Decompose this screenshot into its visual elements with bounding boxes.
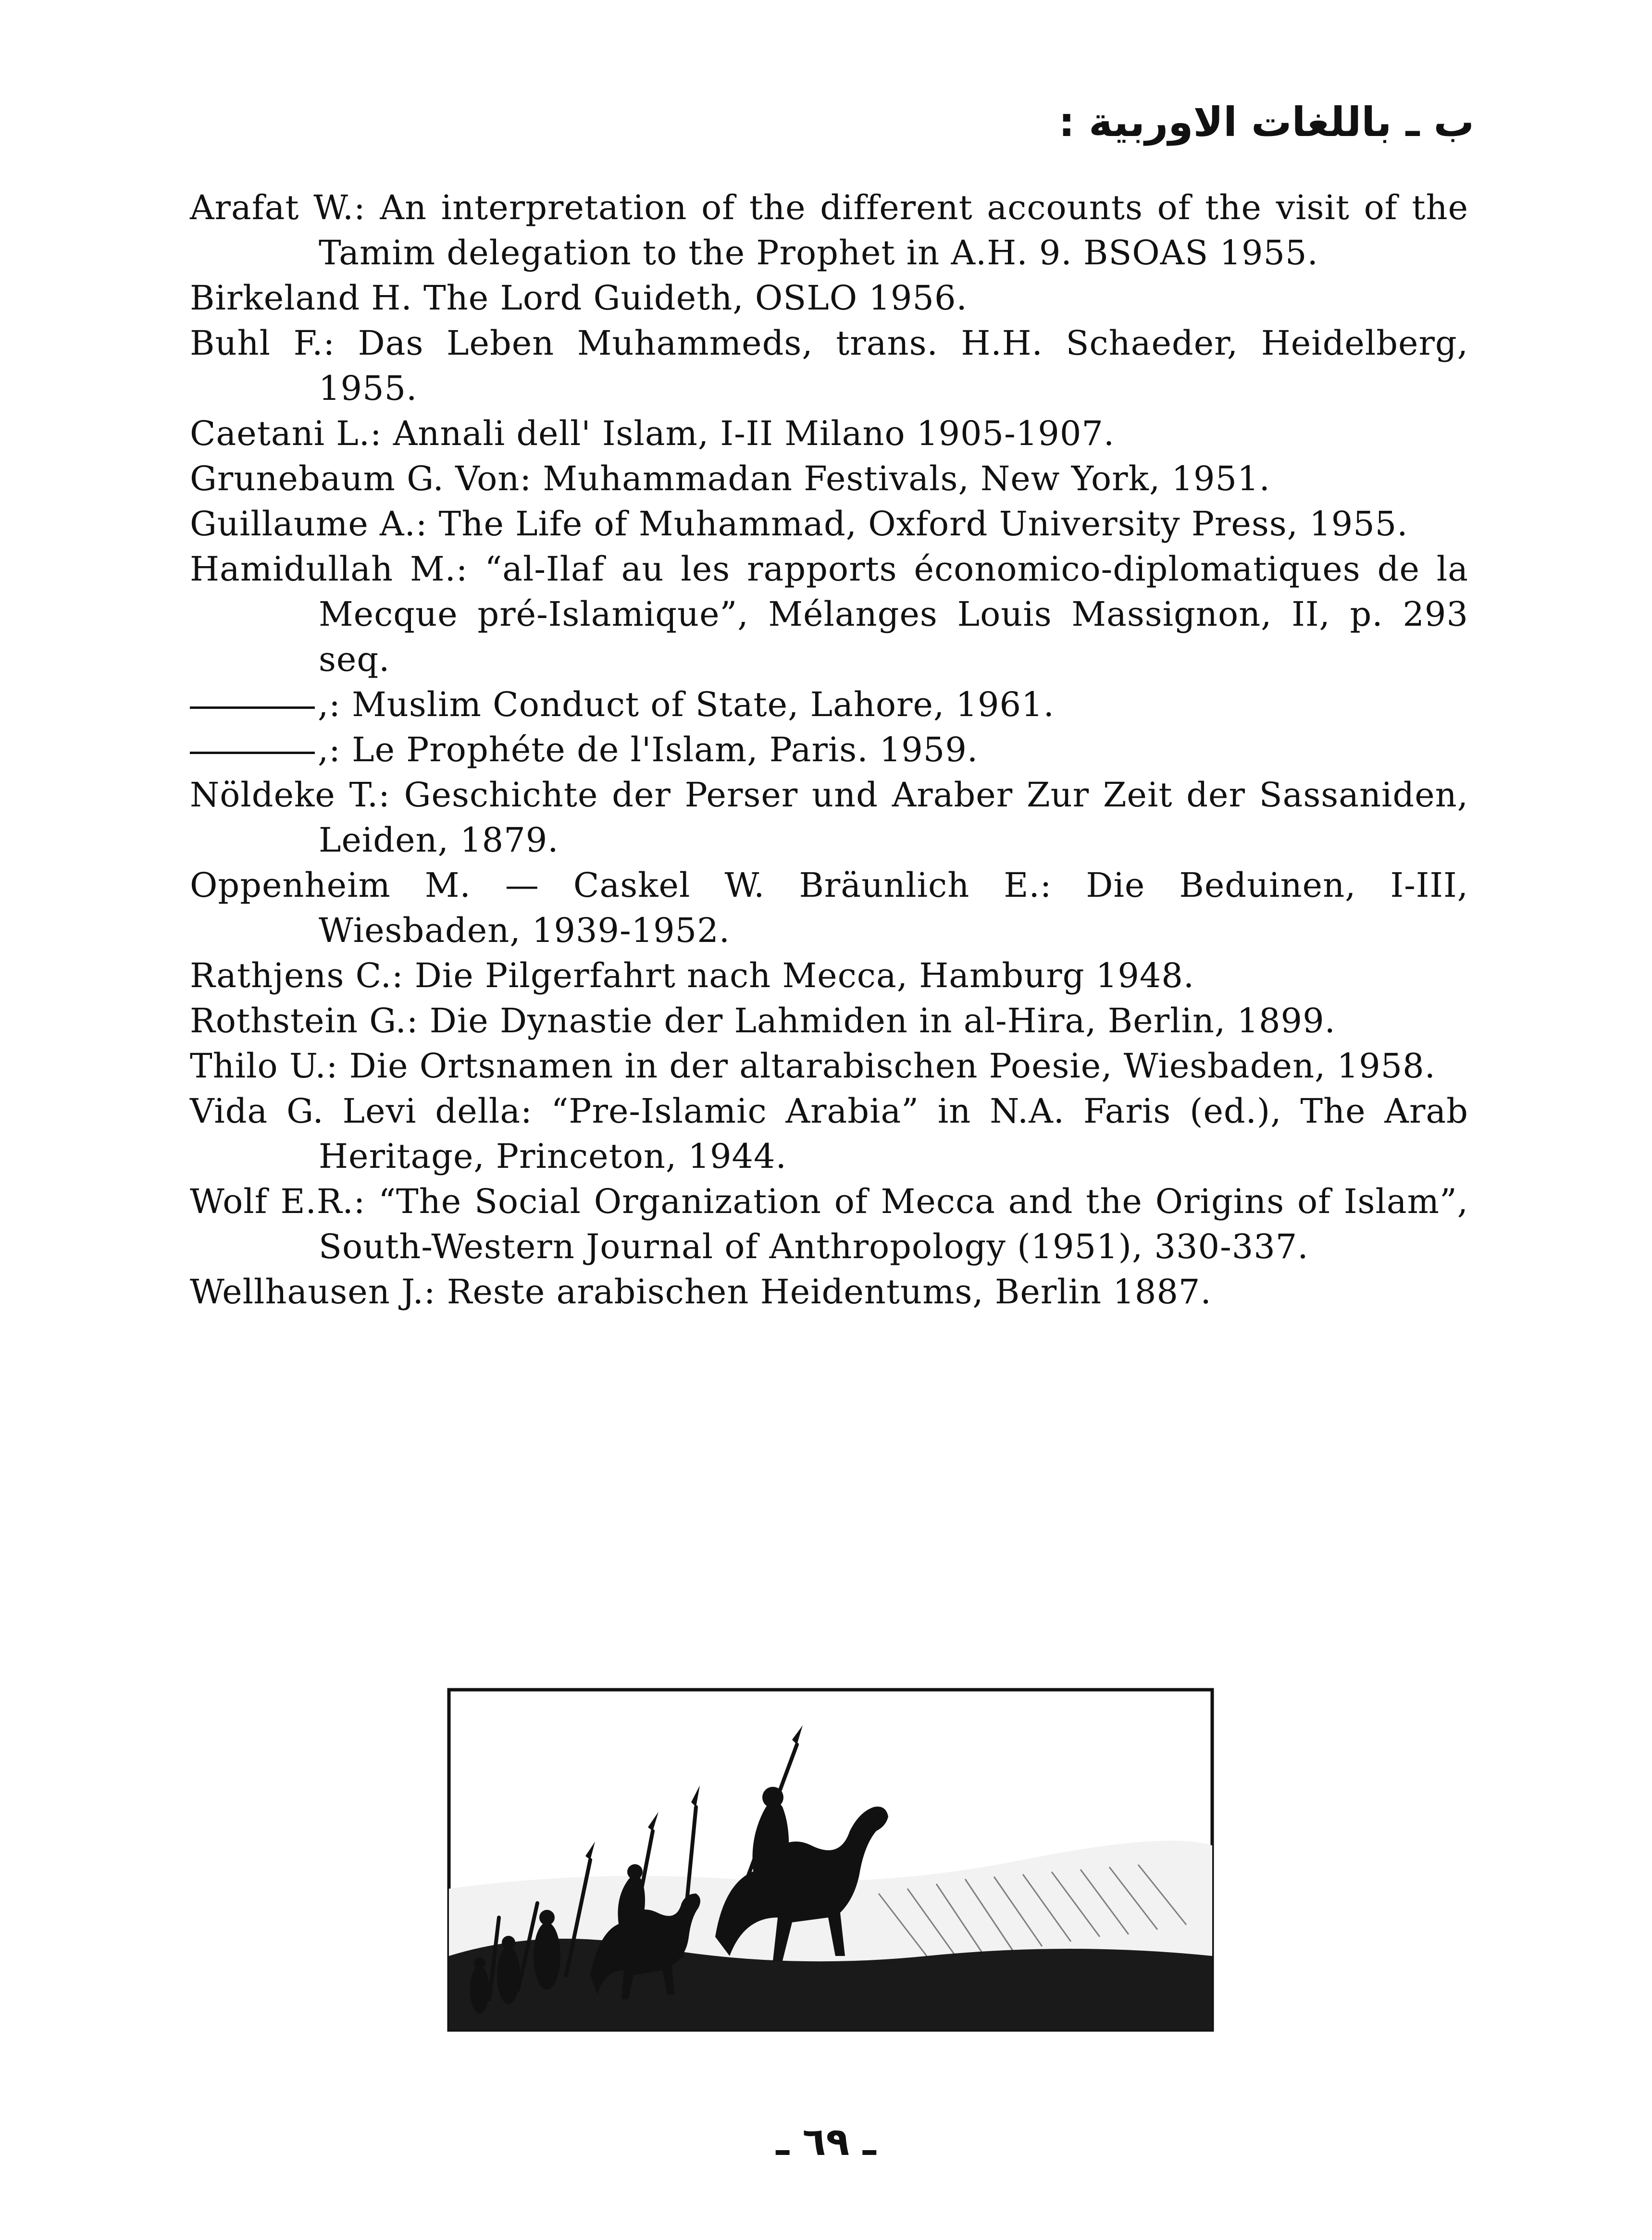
entry-text: Rothstein G.: Die Dynastie der Lahmiden in al-Hira, Berlin, 1899.	[190, 1001, 1336, 1040]
entry-text: Nöldeke T.: Geschichte der Perser und Araber Zur Zeit der Sassaniden, Leiden, 1879.	[190, 775, 1468, 860]
entry-text: Buhl F.: Das Leben Muhammeds, trans. H.H. Schaeder, Heidelberg, 1955.	[190, 323, 1468, 408]
bibliography-entry	[190, 411, 1468, 456]
entry-text: Rathjens C.: Die Pilgerfahrt nach Mecca, Hamburg 1948.	[190, 956, 1195, 995]
entry-text: Thilo U.: Die Ortsnamen in der altarabischen Poesie, Wiesbaden, 1958.	[190, 1046, 1436, 1086]
entry-text: Guillaume A.: The Life of Muhammad, Oxford University Press, 1955.	[190, 504, 1408, 544]
bibliography-entry	[190, 456, 1468, 501]
entry-text: Wellhausen J.: Reste arabischen Heidentums, Berlin 1887.	[190, 1272, 1212, 1312]
entry-text: ,: Muslim Conduct of State, Lahore, 1961.	[318, 685, 1055, 724]
bibliography-entry	[190, 863, 1468, 953]
ditto-dash	[190, 706, 315, 709]
bibliography-entry	[190, 321, 1468, 411]
bibliography-entry	[190, 275, 1468, 321]
entry-text: Arafat W.: An interpretation of the different accounts of the visit of the Tamim delegation to the Prophet in A.H. 9. BSOAS 1955.	[190, 188, 1468, 272]
bibliography-entry	[190, 1179, 1468, 1269]
bibliography-list	[190, 185, 1468, 1314]
entry-text: Hamidullah M.: “al-Ilaf au les rapports économico-diplomatiques de la Mecque pré-Islamique”, Mélanges Louis Massignon, II, p. 293 seq.	[190, 549, 1468, 679]
bibliography-entry	[190, 1269, 1468, 1314]
bibliography-entry	[190, 185, 1468, 275]
section-heading: ب ـ باللغات الاوربية :	[1058, 99, 1474, 146]
bibliography-entry-ditto	[190, 682, 1468, 727]
page-number: ـ ٦٩ ـ	[776, 2119, 876, 2164]
ditto-dash	[190, 752, 315, 754]
bibliography-entry	[190, 501, 1468, 546]
entry-text: Birkeland H. The Lord Guideth, OSLO 1956.	[190, 278, 968, 318]
entry-text: ,: Le Prophéte de l'Islam, Paris. 1959.	[318, 730, 979, 769]
bibliography-entry	[190, 772, 1468, 863]
entry-text: Vida G. Levi della: “Pre-Islamic Arabia” in N.A. Faris (ed.), The Arab Heritage, Princeton, 1944.	[190, 1091, 1468, 1176]
bibliography-entry	[190, 1089, 1468, 1179]
entry-text: Oppenheim M. — Caskel W. Bräunlich E.: Die Beduinen, I-III, Wiesbaden, 1939-1952.	[190, 866, 1468, 950]
entry-text: Wolf E.R.: “The Social Organization of Mecca and the Origins of Islam”, South-Western Journal of Anthropology (1951), 330-337.	[190, 1182, 1468, 1266]
entry-text: Caetani L.: Annali dell' Islam, I-II Milano 1905-1907.	[190, 414, 1115, 453]
bibliography-entry	[190, 1043, 1468, 1089]
camel-caravan-illustration	[446, 1687, 1215, 2033]
bibliography-entry	[190, 546, 1468, 682]
bibliography-entry	[190, 953, 1468, 998]
bibliography-entry-ditto	[190, 727, 1468, 772]
entry-text: Grunebaum G. Von: Muhammadan Festivals, New York, 1951.	[190, 459, 1270, 498]
bibliography-entry	[190, 998, 1468, 1043]
